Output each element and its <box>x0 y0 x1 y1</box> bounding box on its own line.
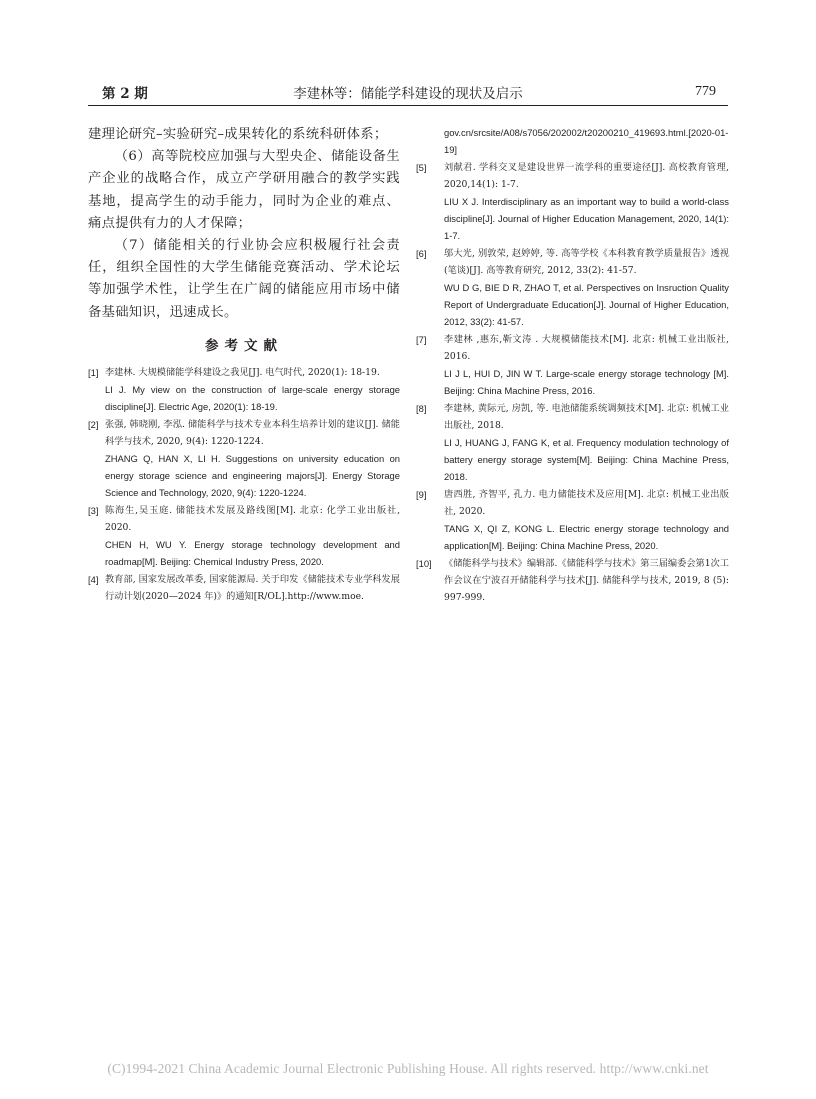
reference-en: WU D G, BIE D R, ZHAO T, et al. Perspectives on Insruction Quality Report of Undergraduate Education[J]. Journal of Higher Education, 2012, 33(2): 41-57. <box>444 282 729 327</box>
running-title: 李建林等：储能学科建设的现状及启示 <box>293 86 523 102</box>
reference-item <box>88 416 400 501</box>
header-divider <box>88 105 728 106</box>
reference-number: [9] <box>416 489 427 500</box>
reference-cn: 李建林. 大规模储能学科建设之我见[J]. 电气时代, 2020(1): 18-19. <box>105 366 380 378</box>
reference-en: LI J L, HUI D, JIN W T. Large-scale energy storage technology [M]. Beijing: China Machine Press, 2016. <box>444 368 729 396</box>
reference-en: LI J, HUANG J, FANG K, et al. Frequency modulation technology of battery energy storage system[M]. Beijing: China Machine Press, 2018. <box>444 437 729 482</box>
issue-number: 第 2 期 <box>102 86 148 102</box>
reference-number: [1] <box>88 366 99 378</box>
reference-cn: 陈海生,吴玉庭. 储能技术发展及路线图[M]. 北京: 化学工业出版社, 2020. <box>105 504 400 533</box>
reference-item <box>416 331 729 399</box>
reference-item <box>88 502 400 570</box>
reference-number: [8] <box>416 403 427 414</box>
reference-number: [2] <box>88 418 99 430</box>
left-column <box>88 124 400 606</box>
reference-number: [6] <box>416 248 427 259</box>
body-paragraph: 建理论研究–实验研究–成果转化的系统科研体系； <box>88 127 388 142</box>
reference-number: [7] <box>416 334 427 345</box>
reference-en: CHEN H, WU Y. Energy storage technology development and roadmap[M]. Beijing: Chemical Industry Press, 2020. <box>105 538 400 567</box>
reference-cn: 唐西胜, 齐智平, 孔力. 电力储能技术及应用[M]. 北京: 机械工业出版社, 2020. <box>444 489 729 517</box>
reference-en: LIU X J. Interdisciplinary as an important way to build a world-class discipline[J]. Journal of Higher Education Management, 2020, 14(1): 1-7. <box>444 196 729 241</box>
body-paragraph: （7）储能相关的行业协会应积极履行社会责任，组织全国性的大学生储能竞赛活动、学术论坛等加强学术性，让学生在广阔的储能应用市场中储备基础知识，迅速成长。 <box>88 238 400 320</box>
reference-en: LI J. My view on the construction of large-scale energy storage discipline[J]. Electric Age, 2020(1): 18-19. <box>105 383 400 412</box>
reference-item <box>88 364 400 415</box>
reference-cn: 教育部, 国家发展改革委, 国家能源局. 关于印发《储能技术专业学科发展行动计划(2020—2024 年)》的通知[R/OL].http://www.moe. <box>105 573 400 602</box>
reference-item <box>416 159 729 244</box>
right-column <box>416 124 729 607</box>
references-heading: 参考文献 <box>205 337 283 354</box>
reference-cn: 《储能科学与技术》编辑部.《储能科学与技术》第三届编委会第1次工作会议在宁波召开储能科学与技术[J]. 储能科学与技术, 2019, 8 (5): 997-999. <box>444 558 729 603</box>
reference-number: [3] <box>88 504 99 516</box>
reference-cn: 邬大光, 别敦荣, 赵婷婷, 等. 高等学校《本科教育教学质量报告》透视 (笔谈)[J]. 高等教育研究, 2012, 33(2): 41-57. <box>444 248 729 276</box>
reference-item <box>416 245 729 330</box>
reference-item <box>416 486 729 554</box>
reference-item <box>88 571 400 605</box>
reference-item <box>416 400 729 485</box>
body-text <box>88 124 400 324</box>
reference-continuation: gov.cn/srcsite/A08/s7056/202002/t20200210_419693.html.[2020-01-19] <box>444 127 729 155</box>
reference-number: [5] <box>416 162 427 173</box>
reference-cn: 张强, 韩晓刚, 李泓. 储能科学与技术专业本科生培养计划的建议[J]. 储能科学与技术, 2020, 9(4): 1220-1224. <box>105 418 400 447</box>
reference-item <box>416 555 729 606</box>
reference-cn: 李建林 ,惠东,靳文涛 . 大规模储能技术[M]. 北京: 机械工业出版社, 2016. <box>444 334 729 362</box>
reference-en: TANG X, QI Z, KONG L. Electric energy storage technology and application[M]. Beijing: China Machine Press, 2020. <box>444 523 729 551</box>
page-number: 779 <box>695 84 716 99</box>
reference-number: [4] <box>88 573 99 585</box>
reference-cn: 李建林, 黄际元, 房凯, 等. 电池储能系统调频技术[M]. 北京: 机械工业出版社, 2018. <box>444 403 729 431</box>
copyright-footer: (C)1994-2021 China Academic Journal Electronic Publishing House. All rights reserved. http://www.cnki.net <box>107 1061 709 1076</box>
body-paragraph: （6）高等院校应加强与大型央企、储能设备生产企业的战略合作，成立产学研用融合的教学实践基地，提高学生的动手能力，同时为企业的难点、痛点提供有力的人才保障； <box>88 149 400 231</box>
reference-cn: 刘献君. 学科交叉是建设世界一流学科的重要途径[J]. 高校教育管理, 2020,14(1): 1-7. <box>444 162 729 190</box>
reference-number: [10] <box>416 558 432 569</box>
reference-en: ZHANG Q, HAN X, LI H. Suggestions on university education on energy storage science and engineering majors[J]. Energy Storage Science and Technology, 2020, 9(4): 1220-1224. <box>105 452 400 498</box>
page-header <box>88 80 728 104</box>
